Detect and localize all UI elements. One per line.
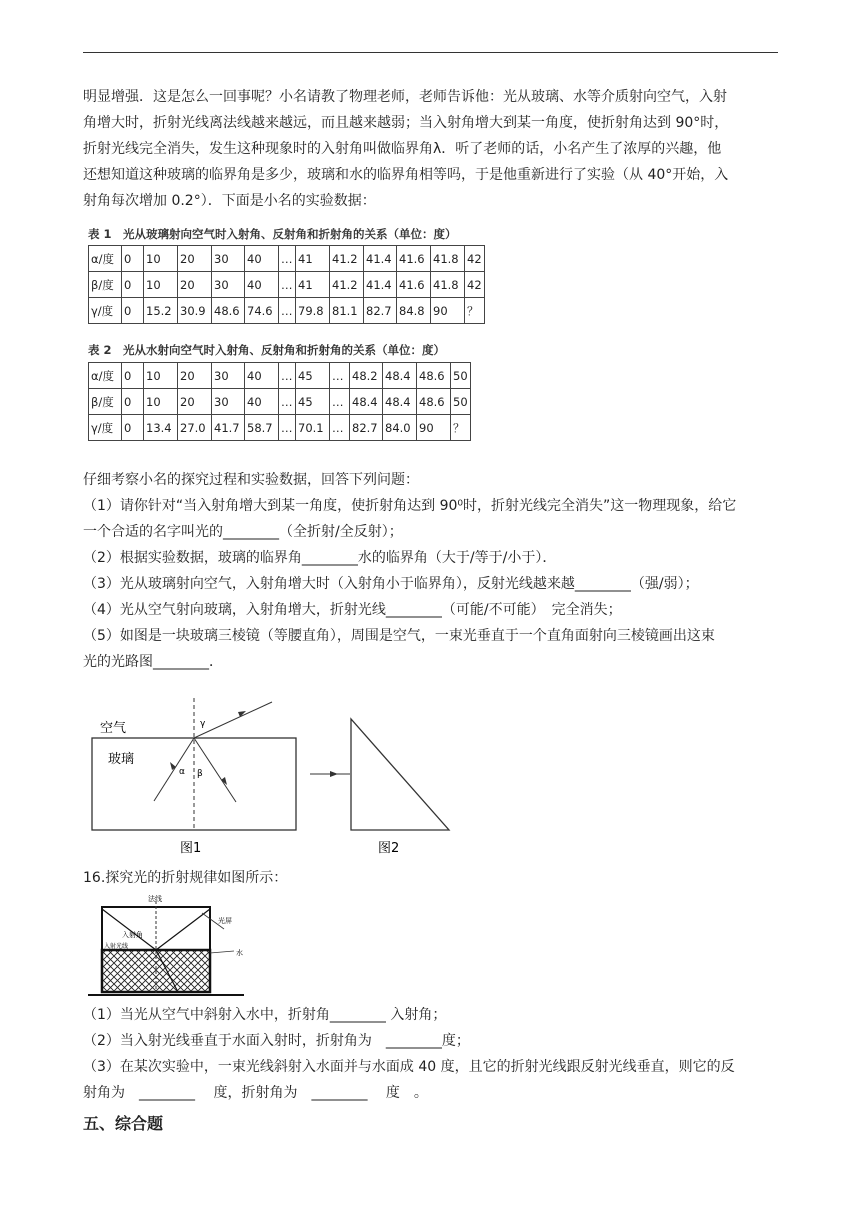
beta-label: β — [197, 769, 203, 779]
question-15-block — [83, 467, 783, 675]
table-cell: 41.6 — [397, 272, 431, 298]
table2 — [88, 362, 471, 441]
question-line: 光的光路图________． — [83, 654, 223, 670]
table-cell: 40 — [245, 389, 279, 415]
incidence-angle-label: 入射角 — [122, 931, 143, 939]
table-cell: 10 — [144, 389, 178, 415]
table-cell: … — [330, 363, 350, 389]
figure-3 — [86, 893, 256, 1003]
table-cell: 20 — [178, 363, 212, 389]
water-pointer — [210, 951, 234, 953]
question-16-block — [83, 1002, 783, 1106]
table1-caption: 表 1 光从玻璃射向空气时入射角、反射角和折射角的关系（单位：度） — [88, 227, 457, 241]
table-cell: 70.1 — [296, 415, 330, 441]
table-cell: 84.8 — [397, 298, 431, 324]
table-cell: 50 — [451, 363, 471, 389]
table-cell: 40 — [245, 246, 279, 272]
alpha-label: α — [179, 767, 185, 777]
table-cell: 41.2 — [330, 272, 364, 298]
table-cell: β/度 — [89, 389, 122, 415]
table-cell: … — [279, 298, 296, 324]
intro-line: 射角每次增加 0.2°）．下面是小名的实验数据： — [83, 193, 376, 209]
table2-row-alpha — [89, 363, 471, 389]
question-line: （1）当光从空气中斜射入水中，折射角________ 入射角； — [83, 1007, 447, 1023]
intro-line: 明显增强．这是怎么一回事呢？小名请教了物理老师，老师告诉他：光从玻璃、水等介质射向空气，入射 — [83, 89, 727, 105]
table-cell: β/度 — [89, 272, 122, 298]
table-cell: 48.6 — [417, 389, 451, 415]
table-cell: 30 — [212, 363, 245, 389]
question-line: （1）请你针对“当入射角增大到某一角度，使折射角达到 90⁰时，折射光线完全消失”这一物理现象，给它 — [83, 498, 737, 514]
figure-1-caption: 图1 — [180, 841, 202, 856]
figure-2-caption: 图2 — [378, 841, 400, 856]
table-cell: γ/度 — [89, 298, 122, 324]
table-cell: 41.4 — [364, 272, 397, 298]
section-heading: 五、综合题 — [83, 1114, 164, 1133]
table-cell: 48.6 — [417, 363, 451, 389]
table-cell: ？ — [451, 415, 471, 441]
water-label: 水 — [236, 949, 243, 957]
table-cell: α/度 — [89, 246, 122, 272]
table-cell: 30 — [212, 389, 245, 415]
table-cell: 41 — [296, 272, 330, 298]
question-line: （4）光从空气射向玻璃，入射角增大，折射光线________（可能/不可能） 完全消失； — [83, 602, 622, 618]
table-cell: 48.4 — [383, 389, 417, 415]
question-line: （2）当入射光线垂直于水面入射时，折射角为 ________度； — [83, 1033, 470, 1049]
table-cell: 50 — [451, 389, 471, 415]
table2-row-gamma — [89, 415, 471, 441]
table-cell: 48.2 — [350, 363, 383, 389]
screen-label: 光屏 — [218, 917, 232, 925]
incident-ray — [154, 738, 194, 801]
refracted-ray — [194, 702, 272, 738]
table-cell: 45 — [296, 389, 330, 415]
table-cell: 41.4 — [364, 246, 397, 272]
prism-triangle — [351, 719, 449, 830]
table-cell: 10 — [144, 363, 178, 389]
table-cell: 30.9 — [178, 298, 212, 324]
table-cell: 90 — [417, 415, 451, 441]
table-cell: … — [330, 415, 350, 441]
table-cell: 41 — [296, 246, 330, 272]
table-cell: 10 — [144, 272, 178, 298]
table2-row-beta — [89, 389, 471, 415]
table-cell: 74.6 — [245, 298, 279, 324]
table1 — [88, 245, 485, 324]
normal-label: 法线 — [148, 895, 162, 903]
question-line: （5）如图是一块玻璃三棱镜（等腰直角），周围是空气，一束光垂直于一个直角面射向三棱镜画出这束 — [83, 628, 715, 644]
table-cell: 58.7 — [245, 415, 279, 441]
figure-1 — [92, 698, 296, 856]
table-cell: … — [279, 272, 296, 298]
table-cell: 90 — [431, 298, 465, 324]
figure-1-2 — [80, 690, 480, 865]
question-line: （2）根据实验数据，玻璃的临界角________水的临界角（大于/等于/小于）． — [83, 550, 557, 566]
table-cell: 27.0 — [178, 415, 212, 441]
intro-line: 折射光线完全消失，发生这种现象时的入射角叫做临界角λ．听了老师的话，小名产生了浓厚的兴趣，他 — [83, 141, 722, 157]
table-cell: … — [279, 363, 296, 389]
table-cell: 0 — [122, 415, 144, 441]
table-cell: 79.8 — [296, 298, 330, 324]
table-cell: 0 — [122, 298, 144, 324]
table2-caption: 表 2 光从水射向空气时入射角、反射角和折射角的关系（单位：度） — [88, 343, 446, 357]
table1-row-alpha — [89, 246, 485, 272]
question-line: 一个合适的名字叫光的________（全折射/全反射）； — [83, 524, 403, 540]
table-cell: … — [279, 246, 296, 272]
table-cell: 41.8 — [431, 246, 465, 272]
glass-label: 玻璃 — [108, 752, 135, 767]
table-cell: 10 — [144, 246, 178, 272]
question-line: （3）在某次实验中，一束光线斜射入水面并与水面成 40 度，且它的折射光线跟反射光线垂直，则它的反 — [83, 1059, 735, 1075]
table-cell: 20 — [178, 272, 212, 298]
table-cell: 0 — [122, 246, 144, 272]
table1-row-gamma — [89, 298, 485, 324]
table-cell: γ/度 — [89, 415, 122, 441]
intro-line: 还想知道这种玻璃的临界角是多少，玻璃和水的临界角相等吗，于是他重新进行了实验（从 40°开始，入 — [83, 167, 729, 183]
table-cell: 41.8 — [431, 272, 465, 298]
table-cell: 0 — [122, 389, 144, 415]
table-cell: 15.2 — [144, 298, 178, 324]
incident-arrow-icon — [170, 762, 176, 770]
incident-ray-label: 入射光线 — [104, 943, 129, 950]
table-cell: α/度 — [89, 363, 122, 389]
table-cell: 20 — [178, 389, 212, 415]
table-cell: 41.6 — [397, 246, 431, 272]
header-rule — [83, 52, 778, 53]
table-cell: 81.1 — [330, 298, 364, 324]
air-label: 空气 — [100, 721, 127, 736]
table-cell: 82.7 — [350, 415, 383, 441]
gamma-label: γ — [200, 719, 206, 729]
question-line: 射角为 ________ 度，折射角为 ________ 度 。 — [83, 1085, 428, 1101]
table1-row-beta — [89, 272, 485, 298]
table-cell: … — [330, 389, 350, 415]
table-cell: 0 — [122, 363, 144, 389]
reflected-ray — [156, 909, 210, 950]
table-cell: 45 — [296, 363, 330, 389]
table-cell: 82.7 — [364, 298, 397, 324]
table-cell: 13.4 — [144, 415, 178, 441]
intro-line: 角增大时，折射光线离法线越来越远，而且越来越弱；当入射角增大到某一角度，使折射角达到 90°时， — [83, 115, 729, 131]
table-cell: 42 — [465, 272, 485, 298]
table-cell: 30 — [212, 272, 245, 298]
table-cell: … — [279, 389, 296, 415]
table-cell: 84.0 — [383, 415, 417, 441]
table-cell: 40 — [245, 272, 279, 298]
table-cell: 48.6 — [212, 298, 245, 324]
table-cell: 42 — [465, 246, 485, 272]
table-cell: 0 — [122, 272, 144, 298]
question-16-title: 16.探究光的折射规律如图所示： — [83, 870, 288, 886]
table-cell: 40 — [245, 363, 279, 389]
table-cell: … — [279, 415, 296, 441]
table-cell: 48.4 — [350, 389, 383, 415]
beam-arrow-icon — [330, 771, 338, 777]
table-cell: 20 — [178, 246, 212, 272]
table-cell: 41.7 — [212, 415, 245, 441]
table-cell: 30 — [212, 246, 245, 272]
table-cell: 41.2 — [330, 246, 364, 272]
table-cell: ？ — [465, 298, 485, 324]
table-cell: 48.4 — [383, 363, 417, 389]
intro-paragraph — [83, 84, 778, 214]
question-line: 仔细考察小名的探究过程和实验数据，回答下列问题： — [83, 472, 419, 488]
question-line: （3）光从玻璃射向空气，入射角增大时（入射角小于临界角），反射光线越来越________（强/弱）； — [83, 576, 699, 592]
figure-2 — [310, 719, 449, 856]
